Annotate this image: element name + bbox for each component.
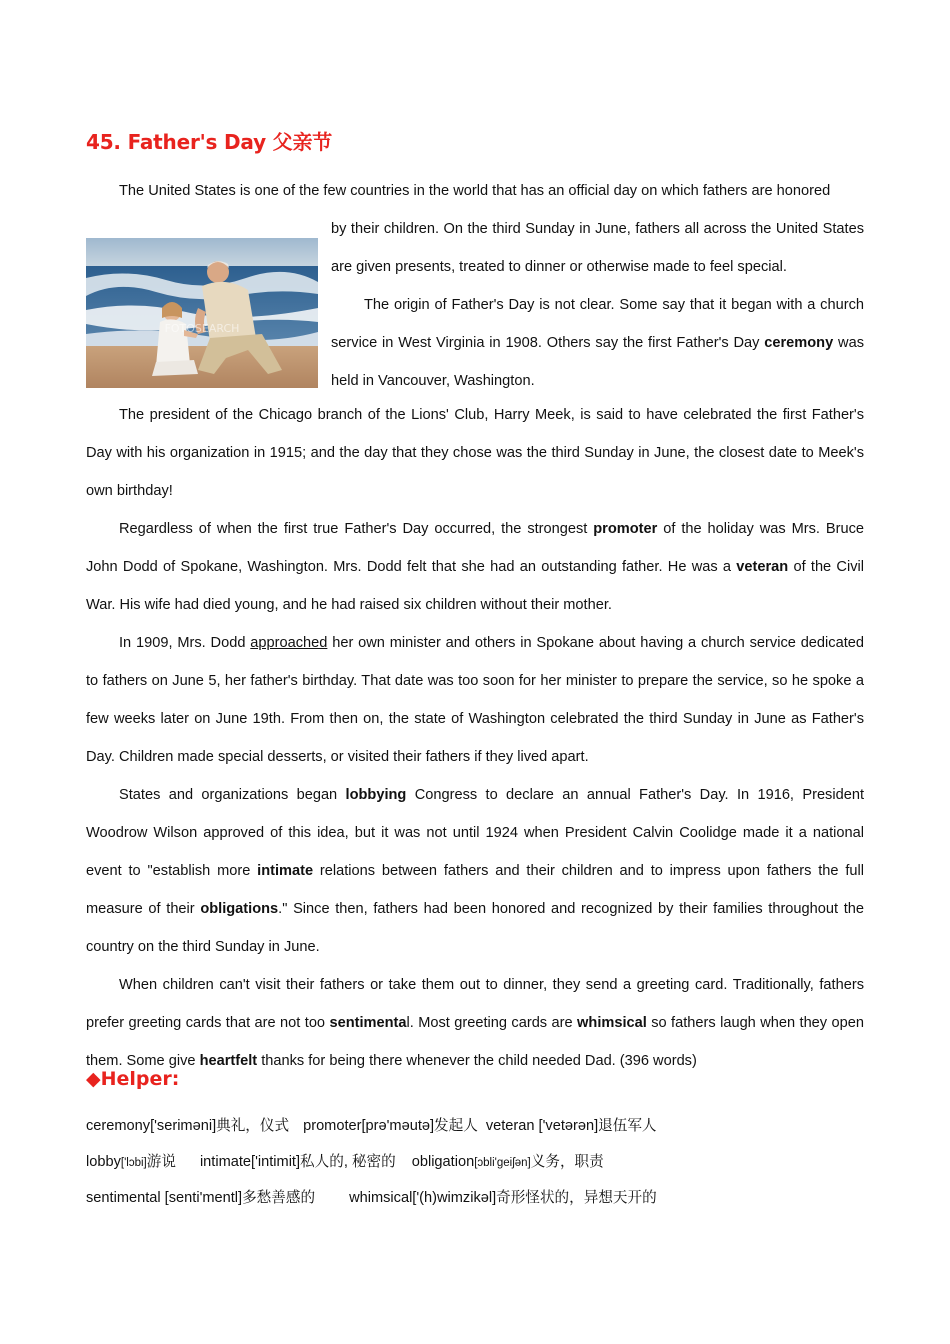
paragraph-text: so fathers laugh when they open them. Some give	[86, 1015, 864, 1069]
father-daughter-photo	[86, 238, 318, 388]
glossary-entry: sentimental [senti'mentl]多愁善感的	[86, 1190, 316, 1206]
vocab-word: whimsical	[577, 1015, 647, 1031]
vocab-word: veteran	[736, 559, 789, 575]
glossary-entry: ceremony['seriməni]典礼，仪式	[86, 1118, 290, 1134]
paragraph-text: of the holiday was Mrs. Bruce John Dodd of Spokane, Washington. Mrs. Dodd felt that she had an outstanding father. He was a	[86, 521, 864, 575]
paragraph-5	[86, 624, 864, 776]
paragraph-text: relations between fathers and their children and to impress upon fathers the full measure of their	[86, 863, 865, 917]
vocab-word: obligations	[200, 901, 279, 917]
page-title: 45. Father's Day 父亲节	[86, 130, 333, 154]
paragraph-text: ." Since then, fathers had been honored and recognized by their families throughout the country on the third Sunday in June.	[86, 901, 864, 955]
paragraph-text: Congress to declare an annual Father's Day. In 1916, President Woodrow Wilson approved of this idea, but it was not until 1924 when President Calvin Coolidge made it a national event to "establish more	[86, 787, 864, 879]
helper-row-2	[86, 1150, 864, 1171]
helper-row-3	[86, 1186, 864, 1207]
paragraph-1-first-line	[86, 172, 864, 210]
paragraph-text: The United States is one of the few countries in the world that has an official day on which fathers are honored	[119, 183, 831, 199]
glossary-entry: 游说	[146, 1154, 176, 1170]
beach-photo-graphic	[86, 238, 318, 388]
underlined-word: approached	[250, 635, 328, 651]
vocab-word: sentimenta	[329, 1015, 407, 1031]
watermark-text: FOTOSEARCH	[164, 322, 240, 335]
vocab-word: heartfelt	[199, 1053, 258, 1069]
paragraph-text: In 1909, Mrs. Dodd	[119, 635, 251, 651]
vocab-word: ceremony	[764, 335, 834, 351]
vocab-word: lobbying	[345, 787, 407, 803]
image-wrap-section	[86, 210, 864, 400]
glossary-entry: intimate['intimit]私人的, 秘密的	[199, 1154, 396, 1170]
glossary-entry: 义务，职责	[530, 1154, 604, 1170]
paragraph-text: l. Most greeting cards are	[406, 1015, 578, 1031]
article-body	[86, 396, 864, 1080]
glossary-entry: obligation	[411, 1154, 475, 1170]
paragraph-text: Regardless of when the first true Father's Day occurred, the strongest	[119, 521, 594, 537]
paragraph-text: thanks for being there whenever the child needed Dad. (396 words)	[257, 1053, 697, 1069]
paragraph-text: States and organizations began	[119, 787, 346, 803]
glossary-entry: lobby	[86, 1154, 121, 1170]
glossary-phonetic: ['lɔbi]	[120, 1157, 147, 1169]
paragraph-4	[86, 510, 864, 624]
glossary-entry: whimsical['(h)wimzikəl]奇形怪状的，异想天开的	[349, 1190, 657, 1206]
paragraph-text: The president of the Chicago branch of the Lions' Club, Harry Meek, is said to have celebrated the first Father's Day with his organization in 1915; and the day that they chose was the third Sunday in June, the closest date to Meek's own birthday!	[86, 407, 864, 499]
helper-row-1	[86, 1114, 864, 1135]
vocab-word: intimate	[257, 863, 314, 879]
paragraph-text: of the Civil War. His wife had died young, and he had raised six children without their mother.	[86, 559, 864, 613]
paragraph-text: was held in Vancouver, Washington.	[331, 335, 864, 389]
paragraph-text: When children can't visit their fathers or take them out to dinner, they send a greeting card. Traditionally, fathers prefer greeting cards that are not too	[86, 977, 864, 1031]
paragraph-7	[86, 966, 864, 1080]
paragraph-text: her own minister and others in Spokane about having a church service dedicated to fathers on June 5, her father's birthday. That date was too soon for her minister to prepare the service, so he spoke a few weeks later on June 19th. From then on, the state of Washington celebrated the third Sunday in June as Father's Day. Children made special desserts, or visited their fathers if they lived apart.	[86, 635, 864, 765]
helper-heading: ◆Helper:	[86, 1068, 180, 1090]
vocab-word: promoter	[593, 521, 658, 537]
paragraph-6	[86, 776, 864, 966]
paragraph-3	[86, 396, 864, 510]
paragraph-text: The origin of Father's Day is not clear. Some say that it began with a church service in West Virginia in 1908. Others say the first Father's Day	[331, 297, 864, 351]
glossary-entry: veteran ['vetərən]退伍军人	[485, 1118, 657, 1134]
glossary-entry: promoter[prə'məutə]发起人	[303, 1118, 478, 1134]
glossary-phonetic: [ɔbli'geiʃən]	[474, 1157, 531, 1169]
paragraph-text: by their children. On the third Sunday in June, fathers all across the United States are given presents, treated to dinner or otherwise made to feel special.	[331, 221, 864, 275]
